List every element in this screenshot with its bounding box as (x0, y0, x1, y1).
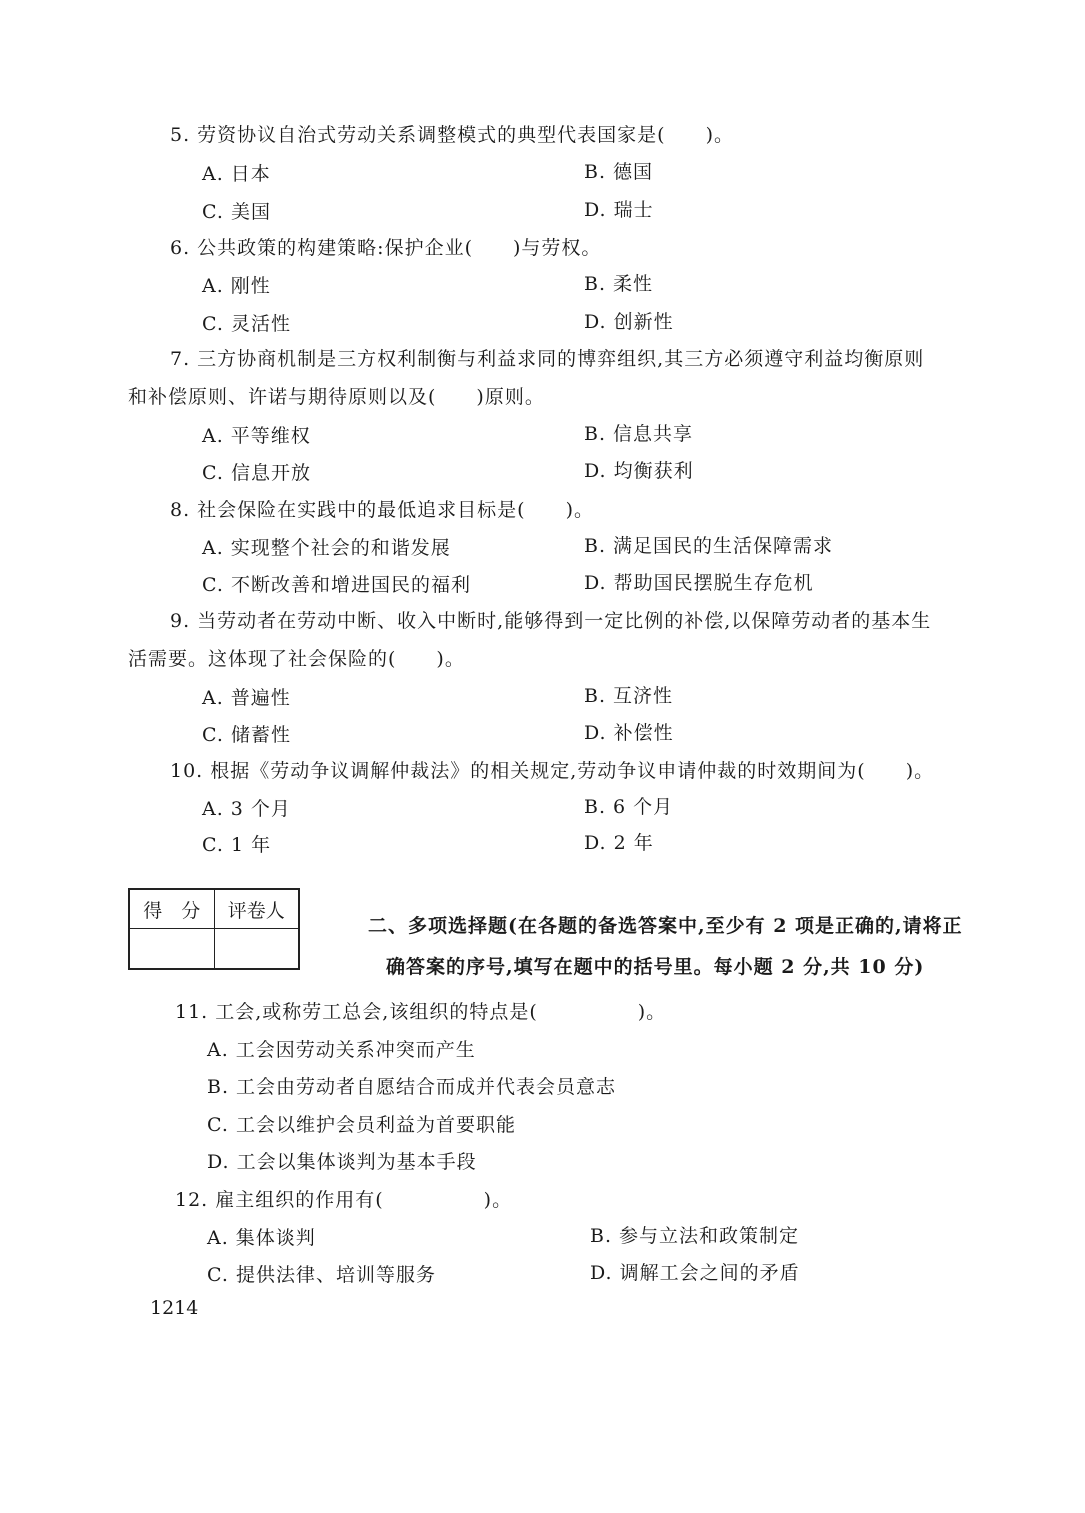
question-10-option-a: A. 3 个月 (202, 798, 291, 820)
question-11-option-b: B. 工会由劳动者自愿结合而成并代表会员意志 (207, 1076, 617, 1098)
question-9-stem-line1: 9. 当劳动者在劳动中断、收入中断时,能够得到一定比例的补偿,以保障劳动者的基本生 (170, 610, 932, 632)
grader-label: 评卷人 (214, 889, 299, 929)
question-5-stem: 5. 劳资协议自治式劳动关系调整模式的典型代表国家是( )。 (170, 124, 734, 146)
question-6-option-b: B. 柔性 (584, 273, 654, 295)
question-6-stem: 6. 公共政策的构建策略:保护企业( )与劳权。 (170, 237, 602, 259)
question-6-option-c: C. 灵活性 (202, 313, 291, 335)
question-11-option-c: C. 工会以维护会员利益为首要职能 (207, 1114, 516, 1136)
question-7-stem-line1: 7. 三方协商机制是三方权利制衡与利益求同的博弈组织,其三方必须遵守利益均衡原则 (170, 348, 925, 370)
question-7-option-c: C. 信息开放 (202, 462, 311, 484)
question-9-option-b: B. 互济性 (584, 685, 674, 707)
question-8-option-c: C. 不断改善和增进国民的福利 (202, 574, 471, 596)
question-8-option-a: A. 实现整个社会的和谐发展 (202, 537, 451, 559)
question-5-option-d: D. 瑞士 (584, 199, 654, 221)
score-cell (129, 929, 214, 970)
question-5-option-b: B. 德国 (584, 161, 654, 183)
section-2-heading-line2: 确答案的序号,填写在题中的括号里。每小题 2 分,共 10 分) (386, 956, 925, 978)
grader-cell (214, 929, 299, 970)
score-label: 得 分 (129, 889, 214, 929)
question-8-option-b: B. 满足国民的生活保障需求 (584, 535, 834, 557)
question-6-option-a: A. 刚性 (202, 275, 271, 297)
section-2-heading-line1: 二、多项选择题(在各题的备选答案中,至少有 2 项是正确的,请将正 (368, 915, 963, 937)
question-6-option-d: D. 创新性 (584, 311, 674, 333)
question-10-stem: 10. 根据《劳动争议调解仲裁法》的相关规定,劳动争议申请仲裁的时效期间为( )。 (170, 760, 935, 782)
question-11-option-d: D. 工会以集体谈判为基本手段 (207, 1151, 477, 1173)
question-5-option-a: A. 日本 (202, 163, 271, 185)
question-12-option-a: A. 集体谈判 (207, 1227, 316, 1249)
question-12-option-c: C. 提供法律、培训等服务 (207, 1264, 436, 1286)
question-8-option-d: D. 帮助国民摆脱生存危机 (584, 572, 814, 594)
question-12-stem: 12. 雇主组织的作用有( )。 (175, 1189, 513, 1211)
question-9-option-d: D. 补偿性 (584, 722, 674, 744)
page-number: 1214 (150, 1297, 199, 1319)
question-10-option-c: C. 1 年 (202, 834, 272, 856)
question-10-option-d: D. 2 年 (584, 832, 654, 854)
question-7-option-a: A. 平等维权 (202, 425, 311, 447)
question-11-stem: 11. 工会,或称劳工总会,该组织的特点是( )。 (175, 1001, 667, 1023)
question-12-option-b: B. 参与立法和政策制定 (590, 1225, 800, 1247)
question-7-option-b: B. 信息共享 (584, 423, 694, 445)
question-9-option-c: C. 储蓄性 (202, 724, 291, 746)
score-table (128, 888, 300, 970)
question-11-option-a: A. 工会因劳动关系冲突而产生 (207, 1039, 476, 1061)
question-12-option-d: D. 调解工会之间的矛盾 (590, 1262, 800, 1284)
question-8-stem: 8. 社会保险在实践中的最低追求目标是( )。 (170, 499, 594, 521)
question-5-option-c: C. 美国 (202, 201, 271, 223)
question-9-option-a: A. 普遍性 (202, 687, 291, 709)
question-10-option-b: B. 6 个月 (584, 796, 674, 818)
question-9-stem-line2: 活需要。这体现了社会保险的( )。 (128, 648, 465, 670)
question-7-option-d: D. 均衡获利 (584, 460, 694, 482)
question-7-stem-line2: 和补偿原则、许诺与期待原则以及( )原则。 (128, 386, 545, 408)
